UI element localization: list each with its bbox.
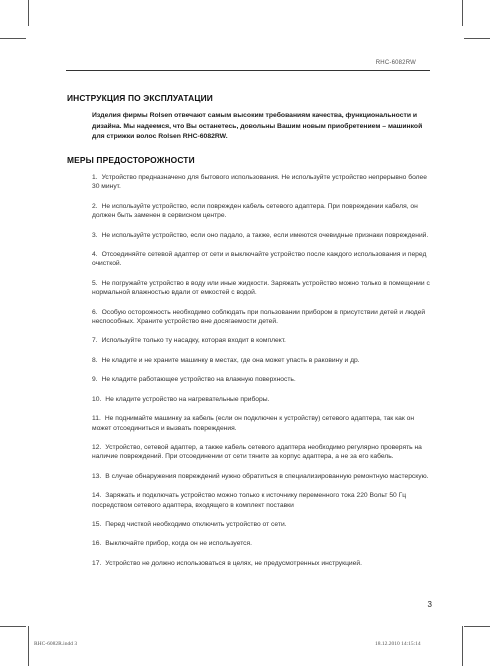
footer-date: 18.12.2010 14:15:14 bbox=[375, 641, 421, 647]
section-title-precautions: МЕРЫ ПРЕДОСТОРОЖНОСТИ bbox=[67, 155, 195, 165]
list-item bbox=[92, 443, 432, 462]
list-item bbox=[92, 250, 432, 269]
item-text: Устройство не должно использоваться в целях, не предусмотренных инструкцией. bbox=[105, 559, 362, 567]
item-number: 11. bbox=[92, 415, 101, 423]
item-text: Не поднимайте машинку за кабель (если он подключен к устройству) сетевого адаптера, так как он может отсоединиться и вызвать повреждения. bbox=[92, 415, 415, 432]
item-number: 9. bbox=[92, 376, 98, 384]
item-text: Не кладите и не храните машинку в местах, где она может упасть в раковину и др. bbox=[101, 356, 360, 364]
list-item bbox=[92, 231, 432, 240]
list-item bbox=[92, 279, 432, 298]
list-item bbox=[92, 336, 432, 345]
footer-file-name: RHC-6082R.indd 3 bbox=[34, 641, 78, 647]
item-text: Отсоединяйте сетевой адаптер от сети и выключайте устройство после каждого использования и перед очисткой. bbox=[92, 251, 427, 268]
item-text: Устройство, сетевой адаптер, а также кабель сетевого адаптера необходимо регулярно проверять на наличие повреждений. При отсоединении от сети тяните за корпус адаптера, а не за его кабель. bbox=[92, 443, 422, 461]
list-item bbox=[92, 202, 432, 221]
item-text: Не кладите устройство на нагревательные приборы. bbox=[105, 395, 270, 403]
list-item bbox=[92, 395, 432, 404]
item-text: Используйте только ту насадку, которая входит в комплект. bbox=[101, 337, 286, 345]
item-number: 3. bbox=[92, 231, 98, 239]
item-number: 8. bbox=[92, 356, 98, 364]
crop-mark-top-right bbox=[462, 0, 463, 26]
list-item bbox=[92, 472, 432, 481]
list-item bbox=[92, 308, 432, 327]
section-title-instructions: ИНСТРУКЦИЯ ПО ЭКСПЛУАТАЦИИ bbox=[67, 93, 213, 103]
item-number: 10. bbox=[92, 395, 102, 403]
crop-mark-bottom-left bbox=[28, 626, 29, 666]
item-text: Перед чисткой необходимо отключить устройство от сети. bbox=[105, 520, 287, 528]
item-number: 2. bbox=[92, 202, 98, 210]
intro-paragraph: Изделия фирмы Rolsen отвечают самым высоким требованиям качества, функциональности и дизайна. Мы надеемся, что Вы останетесь, довольны Вашим новым приобретением – машинкой для стрижки волос Rolsen RHC-6082RW. bbox=[92, 112, 423, 140]
item-text: Заряжать и подключать устройство можно только к источнику переменного тока 220 Вольт 50 Гц посредством сетевого адаптера, входящего в комплект поставки bbox=[92, 492, 407, 509]
item-text: Не погружайте устройство в воду или иные жидкости. Заряжать устройство можно только в помещении с нормальной влажностью вдали от емкостей с водой. bbox=[92, 279, 430, 297]
item-text: Не используйте устройство, если оно падало, а также, если имеются очевидные признаки повреждений. bbox=[101, 231, 429, 239]
list-item bbox=[92, 559, 432, 568]
item-number: 17. bbox=[92, 559, 102, 567]
list-item bbox=[92, 491, 432, 510]
list-item bbox=[92, 356, 432, 365]
crop-mark-top-left bbox=[28, 0, 29, 26]
item-number: 14. bbox=[92, 492, 102, 500]
page-number: 3 bbox=[427, 600, 432, 609]
item-number: 12. bbox=[92, 443, 102, 451]
item-text: Устройство предназначено для бытового использования. Не используйте устройство непрерывно более 30 минут. bbox=[92, 174, 427, 191]
list-item bbox=[92, 414, 432, 433]
item-number: 4. bbox=[92, 251, 98, 259]
item-text: Особую осторожность необходимо соблюдать при пользовании прибором в присутствии детей и людей неспособных. Храните устройство вне досягаемости детей. bbox=[92, 308, 426, 326]
item-number: 7. bbox=[92, 337, 98, 345]
item-text: В случае обнаружения повреждений нужно обратиться в специализированную ремонтную мастерскую. bbox=[105, 472, 429, 480]
crop-mark-right-top bbox=[464, 38, 490, 39]
item-number: 13. bbox=[92, 472, 102, 480]
item-number: 6. bbox=[92, 308, 98, 316]
crop-mark-left-bottom bbox=[0, 626, 26, 627]
list-item bbox=[92, 375, 432, 384]
item-number: 15. bbox=[92, 520, 102, 528]
item-number: 1. bbox=[92, 174, 98, 181]
item-text: Выключайте прибор, когда он не используется. bbox=[105, 540, 253, 548]
item-number: 16. bbox=[92, 540, 102, 548]
item-number: 5. bbox=[92, 279, 98, 287]
precautions-list bbox=[92, 173, 432, 578]
list-item bbox=[92, 520, 432, 529]
list-item bbox=[92, 173, 432, 192]
crop-mark-right-bottom bbox=[464, 626, 490, 627]
item-text: Не кладите работающее устройство на влажную поверхность. bbox=[101, 376, 296, 384]
list-item bbox=[92, 539, 432, 548]
header-divider bbox=[66, 70, 430, 71]
model-code-header: RHC-6082RW bbox=[375, 60, 416, 66]
crop-mark-bottom-right bbox=[462, 626, 463, 666]
item-text: Не используйте устройство, если поврежден кабель сетевого адаптера. При повреждении кабеля, он должен быть заменен в сервисном центре. bbox=[92, 202, 418, 220]
crop-mark-left-top bbox=[0, 38, 26, 39]
